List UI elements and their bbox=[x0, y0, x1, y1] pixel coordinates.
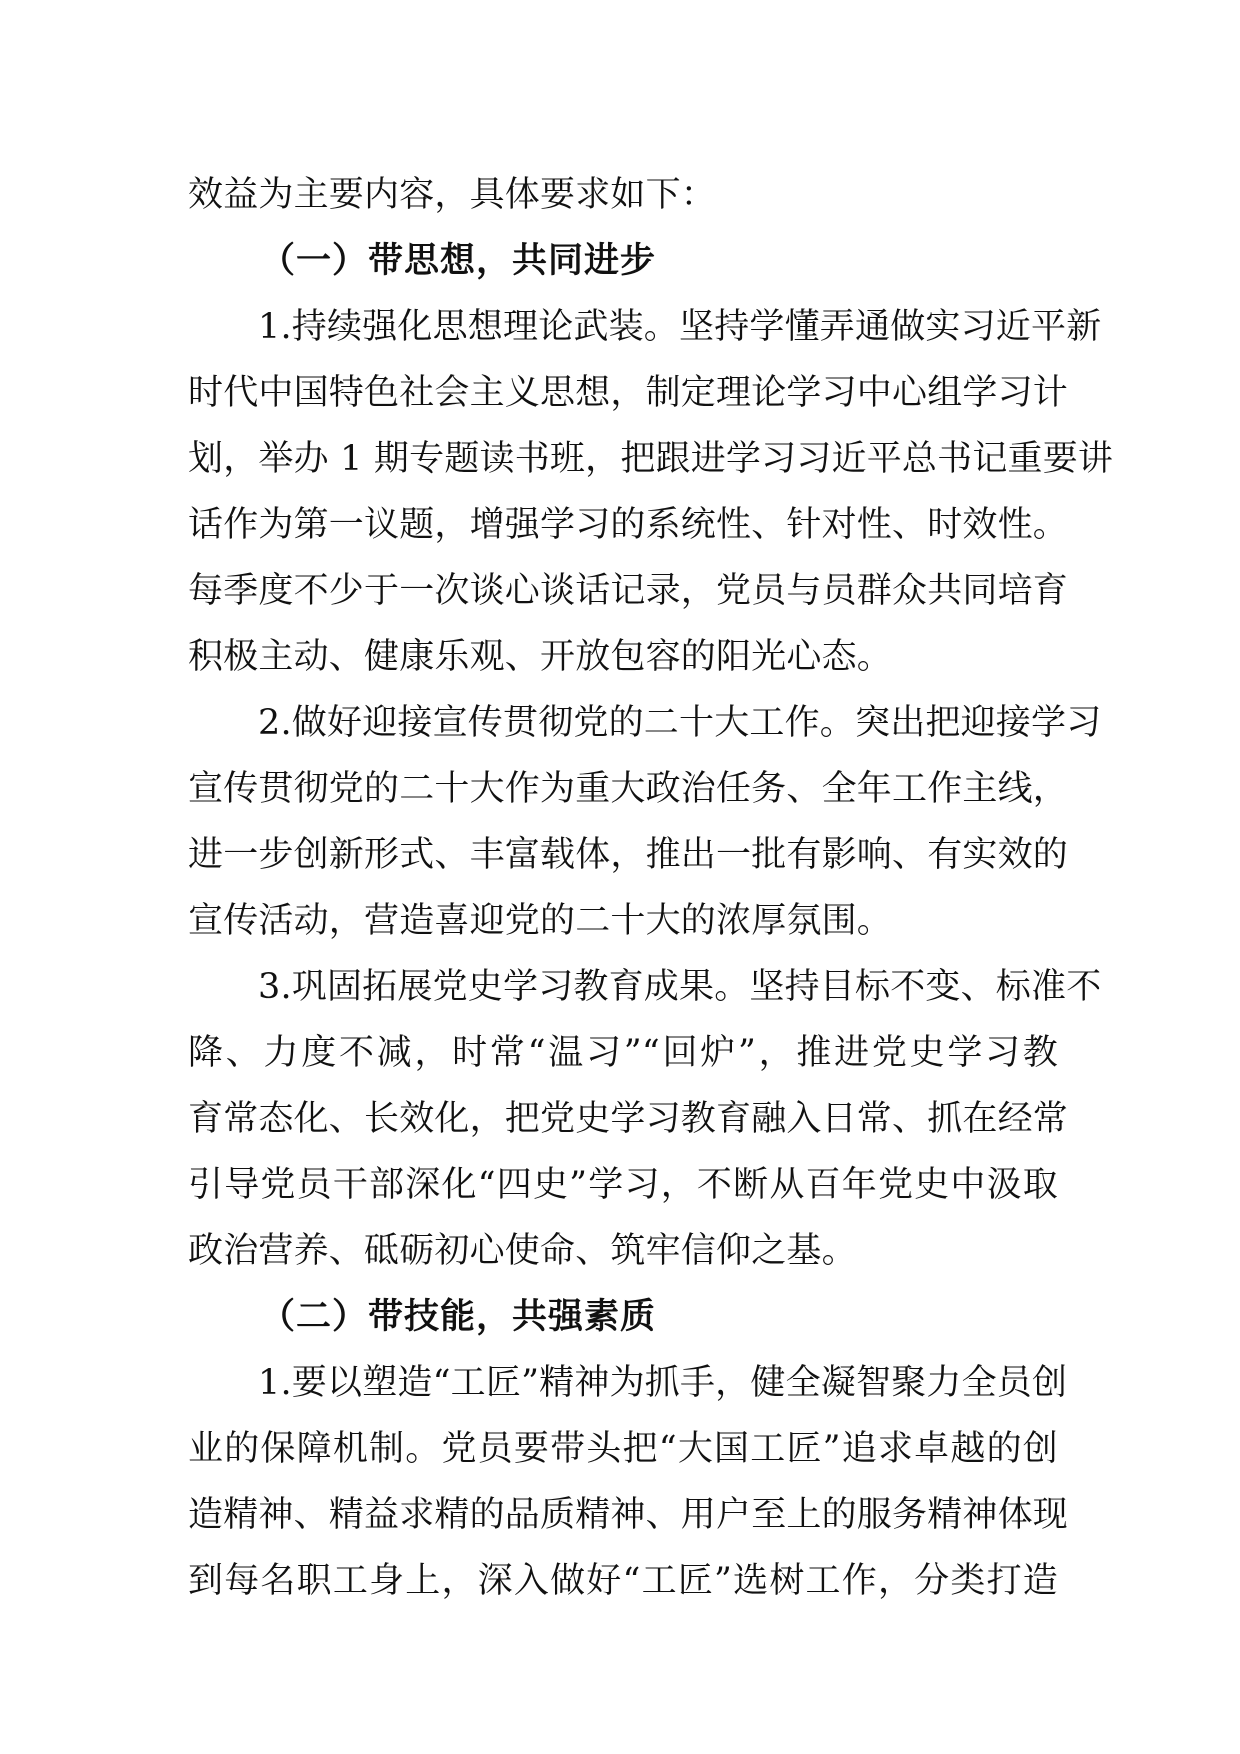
body-line: 业的保障机制。党员要带头把“大国工匠”追求卓越的创 bbox=[188, 1429, 1058, 1469]
body-line: 话作为第一议题，增强学习的系统性、针对性、时效性。 bbox=[188, 505, 1069, 545]
body-line: 2.做好迎接宣传贯彻党的二十大工作。突出把迎接学习 bbox=[258, 703, 1102, 743]
body-line: 1.要以塑造“工匠”精神为抓手，健全凝智聚力全员创 bbox=[258, 1363, 1068, 1403]
body-line: 降、力度不减，时常“温习”“回炉”，推进党史学习教 bbox=[188, 1033, 1058, 1073]
section-heading: （一）带思想，共同进步 bbox=[260, 241, 657, 281]
document-body bbox=[188, 162, 1114, 1614]
body-line: 政治营养、砥砺初心使命、筑牢信仰之基。 bbox=[188, 1231, 857, 1271]
body-line: 引导党员干部深化“四史”学习，不断从百年党史中汲取 bbox=[188, 1165, 1058, 1205]
body-line: 时代中国特色社会主义思想，制定理论学习中心组学习计 bbox=[188, 373, 1069, 413]
body-line: 积极主动、健康乐观、开放包容的阳光心态。 bbox=[188, 637, 893, 677]
section-heading: （二）带技能，共强素质 bbox=[260, 1297, 657, 1337]
body-line: 育常态化、长效化，把党史学习教育融入日常、抓在经常 bbox=[188, 1099, 1069, 1139]
body-line: 3.巩固拓展党史学习教育成果。坚持目标不变、标准不 bbox=[258, 967, 1102, 1007]
body-line: 宣传贯彻党的二十大作为重大政治任务、全年工作主线， bbox=[188, 769, 1069, 809]
body-line: 造精神、精益求精的品质精神、用户至上的服务精神体现 bbox=[188, 1495, 1069, 1535]
body-line: 效益为主要内容，具体要求如下： bbox=[188, 175, 717, 215]
body-line: 进一步创新形式、丰富载体，推出一批有影响、有实效的 bbox=[188, 835, 1069, 875]
body-line: 到每名职工身上，深入做好“工匠”选树工作，分类打造 bbox=[188, 1561, 1058, 1601]
body-line: 宣传活动，营造喜迎党的二十大的浓厚氛围。 bbox=[188, 901, 893, 941]
body-line: 1.持续强化思想理论武装。坚持学懂弄通做实习近平新 bbox=[258, 307, 1102, 347]
body-line: 划，举办 1 期专题读书班，把跟进学习习近平总书记重要讲 bbox=[188, 439, 1114, 479]
body-line: 每季度不少于一次谈心谈话记录，党员与员群众共同培育 bbox=[188, 571, 1069, 611]
